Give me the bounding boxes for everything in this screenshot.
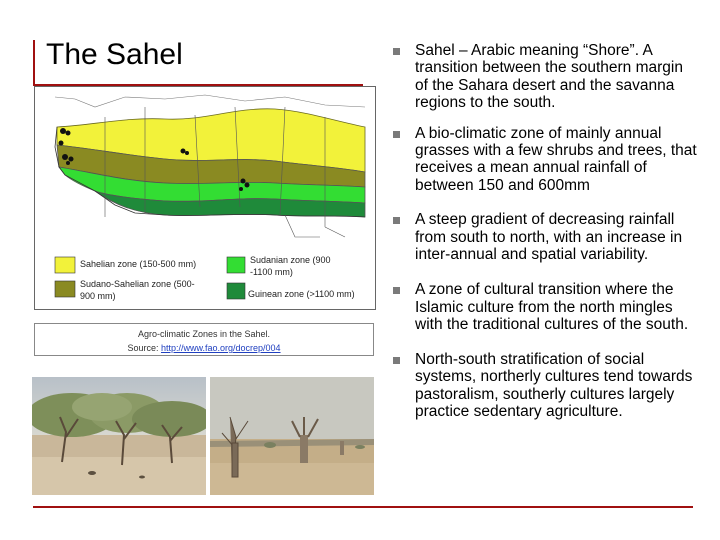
legend-swatch-guinean: [227, 283, 245, 299]
legend-label-sudano-sahelian-2: 900 mm): [80, 291, 116, 301]
sahel-photo-acacia-trees: [32, 377, 206, 495]
bullet-item: [388, 351, 700, 421]
map-graphic: [35, 87, 375, 309]
bullet-text: Sahel – Arabic meaning “Shore”. A transition between the southern margin of the Sahara desert and the savanna regions to the south.: [415, 42, 683, 112]
bullet-text: A zone of cultural transition where the Islamic culture from the north mingles with the traditional cultures of the south.: [415, 281, 689, 334]
bullet-text: A bio-climatic zone of mainly annual grasses with a few shrubs and trees, that receives a mean annual rainfall of between 150 and 600mm: [415, 124, 697, 194]
bullet-square-icon: [393, 131, 400, 138]
title-accent-vertical-rule: [33, 40, 35, 84]
bullet-item: [388, 125, 700, 195]
sahel-photo-baobab-plain: [210, 377, 374, 495]
bottom-accent-rule: [33, 506, 693, 508]
map-caption-title: Agro-climatic Zones in the Sahel.: [137, 329, 271, 339]
bullet-square-icon: [393, 217, 400, 224]
bullet-item: [388, 42, 700, 112]
legend-label-sudano-sahelian-1: Sudano-Sahelian zone (500-: [80, 279, 195, 289]
map-caption-source-prefix: Source:: [127, 343, 161, 353]
bullet-item: [388, 281, 700, 333]
map-caption: [34, 323, 374, 356]
bullet-item: [388, 211, 700, 263]
photo-acacia-graphic: [32, 377, 206, 495]
legend-label-sudanian-1: Sudanian zone (900: [250, 255, 331, 265]
legend-label-guinean: Guinean zone (>1100 mm): [248, 289, 355, 299]
bullet-square-icon: [393, 287, 400, 294]
photo-baobab-graphic: [210, 377, 374, 495]
slide-title: The Sahel: [46, 38, 183, 71]
legend-swatch-sudanian: [227, 257, 245, 273]
source-link[interactable]: http://www.fao.org/docrep/004: [160, 343, 281, 353]
bullet-text: North-south stratification of social systems, northerly cultures tend towards pastoralism, southerly cultures largely practice sedentary agriculture.: [415, 350, 693, 420]
bullet-text: A steep gradient of decreasing rainfall from south to north, with an increase in inter-annual and spatial variability.: [415, 211, 683, 264]
legend-swatch-sudano-sahelian: [55, 281, 75, 297]
legend-label-sahelian: Sahelian zone (150-500 mm): [80, 259, 197, 269]
bullet-list: [388, 42, 700, 420]
legend-swatch-sahelian: [55, 257, 75, 273]
bullet-square-icon: [393, 48, 400, 55]
sahel-zones-map: [34, 86, 376, 310]
legend-label-sudanian-2: -1100 mm): [250, 267, 293, 277]
map-caption-source: [35, 341, 373, 355]
bullet-square-icon: [393, 357, 400, 364]
